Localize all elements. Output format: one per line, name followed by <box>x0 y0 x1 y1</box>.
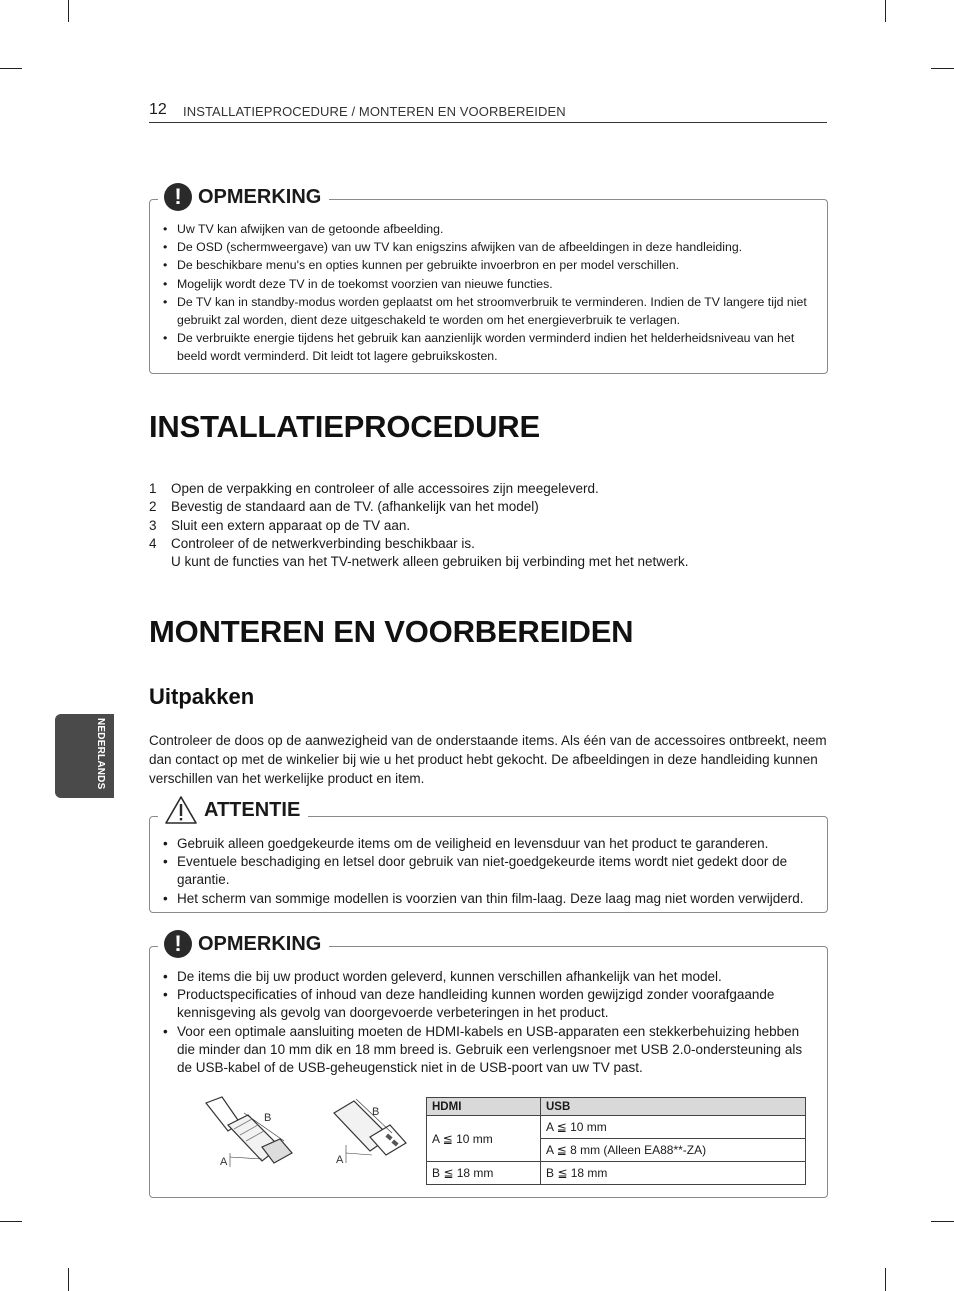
subsection-title: Uitpakken <box>149 684 255 709</box>
crop-mark <box>68 1268 69 1291</box>
step-text: Bevestig de standaard aan de TV. (afhankelijk van het model) <box>171 499 539 515</box>
list-item <box>149 498 809 516</box>
step-number: 2 <box>149 499 157 515</box>
list-item: • De verbruikte energie tijdens het gebruik kan aanzienlijk worden verminderd indien het helderheidsniveau van het beeld wordt verminderd. Dit leidt tot lagere gebruikskosten. <box>163 329 813 365</box>
list-item: • Het scherm van sommige modellen is voorzien van thin film-laag. Deze laag mag niet worden verwijderd. <box>163 890 815 908</box>
crop-mark <box>0 1221 22 1222</box>
dimension-label-a: A <box>220 1156 228 1168</box>
list-item: • Uw TV kan afwijken van de getoonde afbeelding. <box>163 220 813 238</box>
language-tab-label: NEDERLANDS <box>95 718 106 790</box>
caution-list <box>163 835 815 908</box>
note-box <box>149 199 828 374</box>
dimension-label-b: B <box>372 1106 380 1118</box>
list-item <box>149 480 809 498</box>
table-cell: A ≦ 10 mm <box>541 1116 806 1139</box>
step-number: 3 <box>149 517 157 533</box>
list-item <box>149 517 809 535</box>
crop-mark <box>885 1268 886 1291</box>
caution-label: ATTENTIE <box>204 798 301 821</box>
note-label: OPMERKING <box>198 185 322 208</box>
list-item: • Voor een optimale aansluiting moeten de HDMI-kabels en USB-apparaten een stekkerbehuizing hebben die minder dan 10 mm dik en 18 mm breed is. Gebruik een verlengsnoer met USB 2.0-ondersteuning als de USB-kabel of de USB-geheugenstick niet in de USB-poort van uw TV past. <box>163 1023 813 1078</box>
dimension-label-a: A <box>336 1154 344 1166</box>
note-header <box>158 177 329 217</box>
note-list <box>163 968 813 1077</box>
table-cell: B ≦ 18 mm <box>541 1162 806 1185</box>
table-row <box>427 1162 806 1185</box>
intro-paragraph: Controleer de doos op de aanwezigheid van de onderstaande items. Als één van de accessoires ontbreekt, neem dan contact op met de winkelier bij wie u het product hebt gekocht. De afbeeldingen in deze handleiding kunnen verschillen van het werkelijke product en item. <box>149 733 827 786</box>
step-subtext: U kunt de functies van het TV-netwerk alleen gebruiken bij verbinding met het netwerk. <box>171 554 689 570</box>
table-row <box>427 1116 806 1139</box>
column-header-hdmi: HDMI <box>427 1098 541 1116</box>
hdmi-plug-illustration <box>200 1095 310 1175</box>
list-item: • Gebruik alleen goedgekeurde items om de veiligheid en levensduur van het product te garanderen. <box>163 835 815 853</box>
usb-stick-illustration <box>320 1097 416 1177</box>
section-title: INSTALLATIEPROCEDURE <box>149 409 540 444</box>
warning-triangle-icon <box>164 795 198 825</box>
caution-header <box>158 790 308 830</box>
list-item: • De beschikbare menu's en opties kunnen per gebruikte invoerbron en per model verschillen. <box>163 256 813 274</box>
crop-mark <box>931 1221 954 1222</box>
column-header-usb: USB <box>541 1098 806 1116</box>
table-cell: B ≦ 18 mm <box>427 1162 541 1185</box>
note-header <box>158 924 329 964</box>
note-list <box>163 220 813 366</box>
table-header-row <box>427 1098 806 1116</box>
exclamation-circle-icon: ! <box>164 183 192 211</box>
page-number: 12 <box>149 101 167 118</box>
list-item: • De OSD (schermweergave) van uw TV kan enigszins afwijken van de afbeeldingen in deze handleiding. <box>163 238 813 256</box>
note-label: OPMERKING <box>198 932 322 955</box>
step-text: Controleer of de netwerkverbinding beschikbaar is. <box>171 535 475 551</box>
running-title: INSTALLATIEPROCEDURE / MONTEREN EN VOORBEREIDEN <box>183 104 566 119</box>
list-item <box>149 535 809 572</box>
step-number: 4 <box>149 535 157 551</box>
list-item: • Mogelijk wordt deze TV in de toekomst voorzien van nieuwe functies. <box>163 275 813 293</box>
table-cell: A ≦ 10 mm <box>427 1116 541 1162</box>
crop-mark <box>931 68 954 69</box>
connector-size-table <box>426 1097 806 1185</box>
crop-mark <box>885 0 886 22</box>
step-text: Sluit een extern apparaat op de TV aan. <box>171 517 411 533</box>
page-header <box>149 100 827 123</box>
table-cell: A ≦ 8 mm (Alleen EA88**-ZA) <box>541 1139 806 1162</box>
list-item: • De items die bij uw product worden geleverd, kunnen verschillen afhankelijk van het model. <box>163 968 813 986</box>
list-item: • De TV kan in standby-modus worden geplaatst om het stroomverbruik te verminderen. Indien de TV langere tijd niet gebruikt zal worden, dient deze uitgeschakeld te worden om het energieverbruik te verlagen. <box>163 293 813 329</box>
dimension-label-b: B <box>264 1112 272 1124</box>
list-item: • Productspecificaties of inhoud van deze handleiding kunnen worden gewijzigd zonder voorafgaande kennisgeving als gevolg van doorgevoerde verbeteringen in het product. <box>163 986 813 1022</box>
installation-steps <box>149 480 809 571</box>
step-number: 1 <box>149 481 157 496</box>
exclamation-circle-icon: ! <box>164 930 192 958</box>
section-title: MONTEREN EN VOORBEREIDEN <box>149 614 634 649</box>
step-text: Open de verpakking en controleer of alle accessoires zijn meegeleverd. <box>171 481 599 496</box>
crop-mark <box>68 0 69 22</box>
caution-box <box>149 816 828 913</box>
crop-mark <box>0 68 22 69</box>
list-item: • Eventuele beschadiging en letsel door gebruik van niet-goedgekeurde items wordt niet gedekt door de garantie. <box>163 853 815 889</box>
